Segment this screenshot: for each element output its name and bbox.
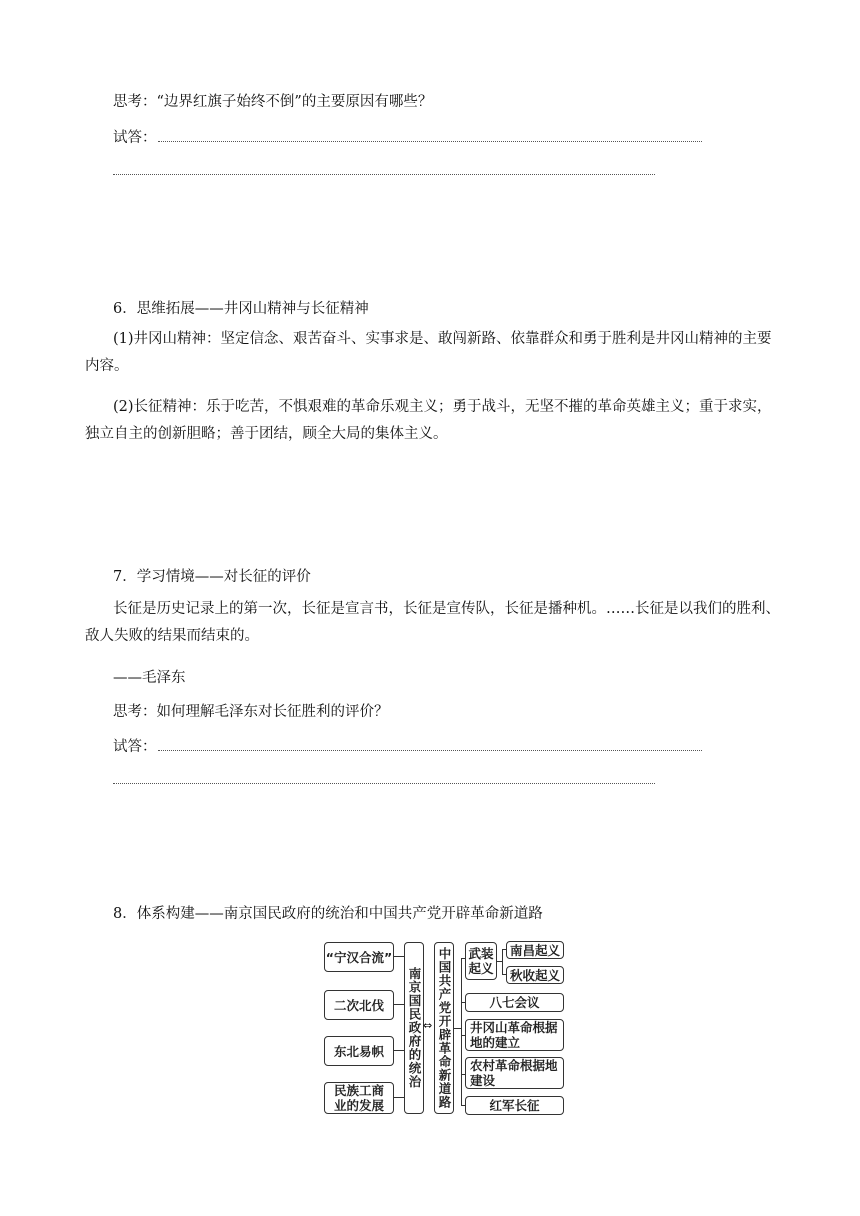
right-box-long-march: 红军长征 bbox=[465, 1096, 564, 1115]
right-box-rural-base-building: 农村革命根据地建设 bbox=[465, 1057, 564, 1089]
left-item-northeast-flag: 东北易帜 bbox=[324, 1036, 394, 1066]
q5-answer-label: 试答： bbox=[113, 130, 157, 146]
s7-quote: 长征是历史记录上的第一次，长征是宣言书，长征是宣传队，长征是播种机。……长征是以我们的胜利、敌人失败的结果而结束的。 bbox=[85, 601, 780, 644]
left-item-ninghan: “宁汉合流” bbox=[324, 942, 394, 972]
q5-answer-line-1[interactable] bbox=[158, 141, 702, 142]
s7-answer-label: 试答： bbox=[113, 739, 157, 755]
q5-answer-line-2[interactable] bbox=[113, 174, 655, 175]
s6-para-1: (1)井冈山精神：坚定信念、艰苦奋斗、实事求是、敢闯新路、依靠群众和勇于胜利是井冈山精神的主要内容。 bbox=[85, 331, 772, 374]
right-box-nanchang-uprising: 南昌起义 bbox=[506, 941, 564, 959]
s6-para-2: (2)长征精神：乐于吃苦，不惧艰难的革命乐观主义；勇于战斗，无坚不摧的革命英雄主义；重于求实，独立自主的创新胆略；善于团结，顾全大局的集体主义。 bbox=[85, 399, 772, 442]
s7-answer-line-2[interactable] bbox=[113, 783, 655, 784]
bidirectional-arrow-icon: ⇔ bbox=[423, 1019, 433, 1032]
center-box-cpc-new-road: 中国共产党开辟革命新道路 bbox=[434, 942, 454, 1114]
right-box-august-seventh-meeting: 八七会议 bbox=[465, 993, 564, 1012]
s7-think: 思考：如何理解毛泽东对长征胜利的评价？ bbox=[113, 704, 389, 720]
left-item-national-industry: 民族工商业的发展 bbox=[324, 1082, 394, 1114]
s6-heading: 6．思维拓展——井冈山精神与长征精神 bbox=[113, 301, 369, 317]
s7-answer-line-1[interactable] bbox=[158, 750, 702, 751]
right-box-armed-uprising: 武装起义 bbox=[465, 942, 497, 980]
left-item-second-northern-expedition: 二次北伐 bbox=[324, 990, 394, 1020]
s7-heading: 7．学习情境——对长征的评价 bbox=[113, 569, 311, 585]
right-box-autumn-harvest-uprising: 秋收起义 bbox=[506, 966, 564, 984]
s7-source: ——毛泽东 bbox=[113, 670, 186, 686]
right-box-jinggangshan-base: 井冈山革命根据地的建立 bbox=[465, 1019, 564, 1051]
q5-think: 思考：“边界红旗子始终不倒”的主要原因有哪些？ bbox=[113, 94, 433, 110]
s8-heading: 8．体系构建——南京国民政府的统治和中国共产党开辟革命新道路 bbox=[113, 906, 543, 922]
center-box-nanjing-government: 南京国民政府的统治 bbox=[404, 942, 424, 1114]
